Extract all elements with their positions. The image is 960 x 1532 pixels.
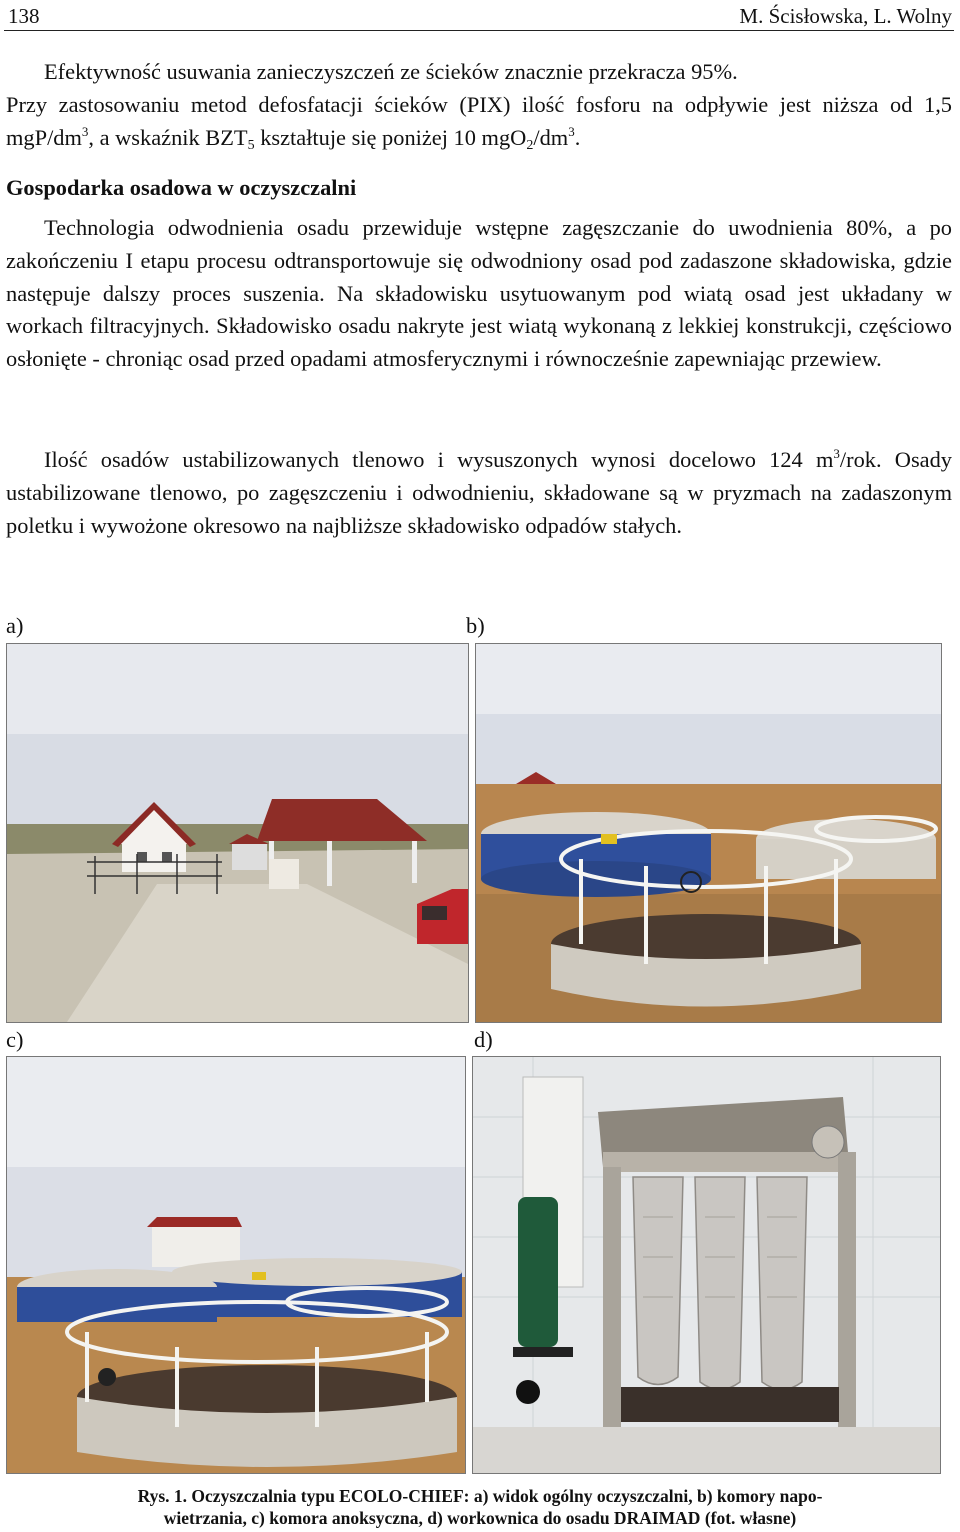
photo-anoxic-chamber (6, 1056, 466, 1474)
running-authors: M. Ścisłowska, L. Wolny (739, 4, 952, 28)
page-number: 138 (8, 4, 40, 28)
figure-label-a: a) (6, 613, 24, 638)
photo-aeration-chambers-image (476, 644, 941, 1022)
figure-label-c: c) (6, 1027, 24, 1052)
figure-caption (30, 1485, 930, 1529)
photo-general-view-image (7, 644, 468, 1022)
photo-general-view (6, 643, 469, 1023)
intro-line-2: Przy zastosowaniu metod defosfatacji ścieków (PIX) ilość fosforu na odpływie jest niższa od 1,5 mgP/$dm^3$, a wskaźnik $BZT_5$ kształtuje się poniżej 10 $mgO_2/dm^3$. (6, 91, 952, 153)
photo-draimad-unit (472, 1056, 941, 1474)
section-heading: Gospodarka osadowa w oczyszczalni (6, 175, 357, 200)
figure-label-b: b) (466, 613, 485, 638)
page-header (4, 2, 954, 31)
intro-line-1: Efektywność usuwania zanieczyszczeń ze ścieków znacznie przekracza 95%. (44, 59, 738, 84)
photo-draimad-unit-image (473, 1057, 940, 1473)
figure-caption-line-2: wietrzania, c) komora anoksyczna, d) workownica do osadu DRAIMAD (fot. własne) (163, 1508, 797, 1528)
figure-label-d: d) (474, 1027, 493, 1052)
photo-aeration-chambers (475, 643, 942, 1023)
figure-caption-line-1: Rys. 1. Oczyszczalnia typu ECOLO-CHIEF: a) widok ogólny oczyszczalni, b) komory napo- (137, 1486, 823, 1506)
section-paragraph-1: Technologia odwodnienia osadu przewiduje wstępne zagęszczanie do uwodnienia 80%, a po zakończeniu I etapu procesu odtransportowuje się odwodniony osad pod zadaszone składowiska, gdzie następuje dalszy proces suszenia. Na składowisku usytuowanym pod wiatą osad jest układany w workach filtracyjnych. Składowisko osadu nakryte jest wiatą wykonaną z lekkiej konstrukcji, częściowo osłonięte - chroniąc osad przed opadami atmosferycznymi i równocześnie zapewniając przewiew. (6, 215, 952, 372)
section-paragraph-2: Ilość osadów ustabilizowanych tlenowo i wysuszonych wynosi docelowo 124 $m^3$/rok. Osady ustabilizowane tlenowo, po zagęszczeniu i odwodnieniu, składowane są w pryzmach na zadaszonym poletku i wywożone okresowo na najbliższe składowisko odpadów stałych. (6, 446, 952, 538)
intro-paragraph (6, 56, 952, 154)
photo-anoxic-chamber-image (7, 1057, 465, 1473)
